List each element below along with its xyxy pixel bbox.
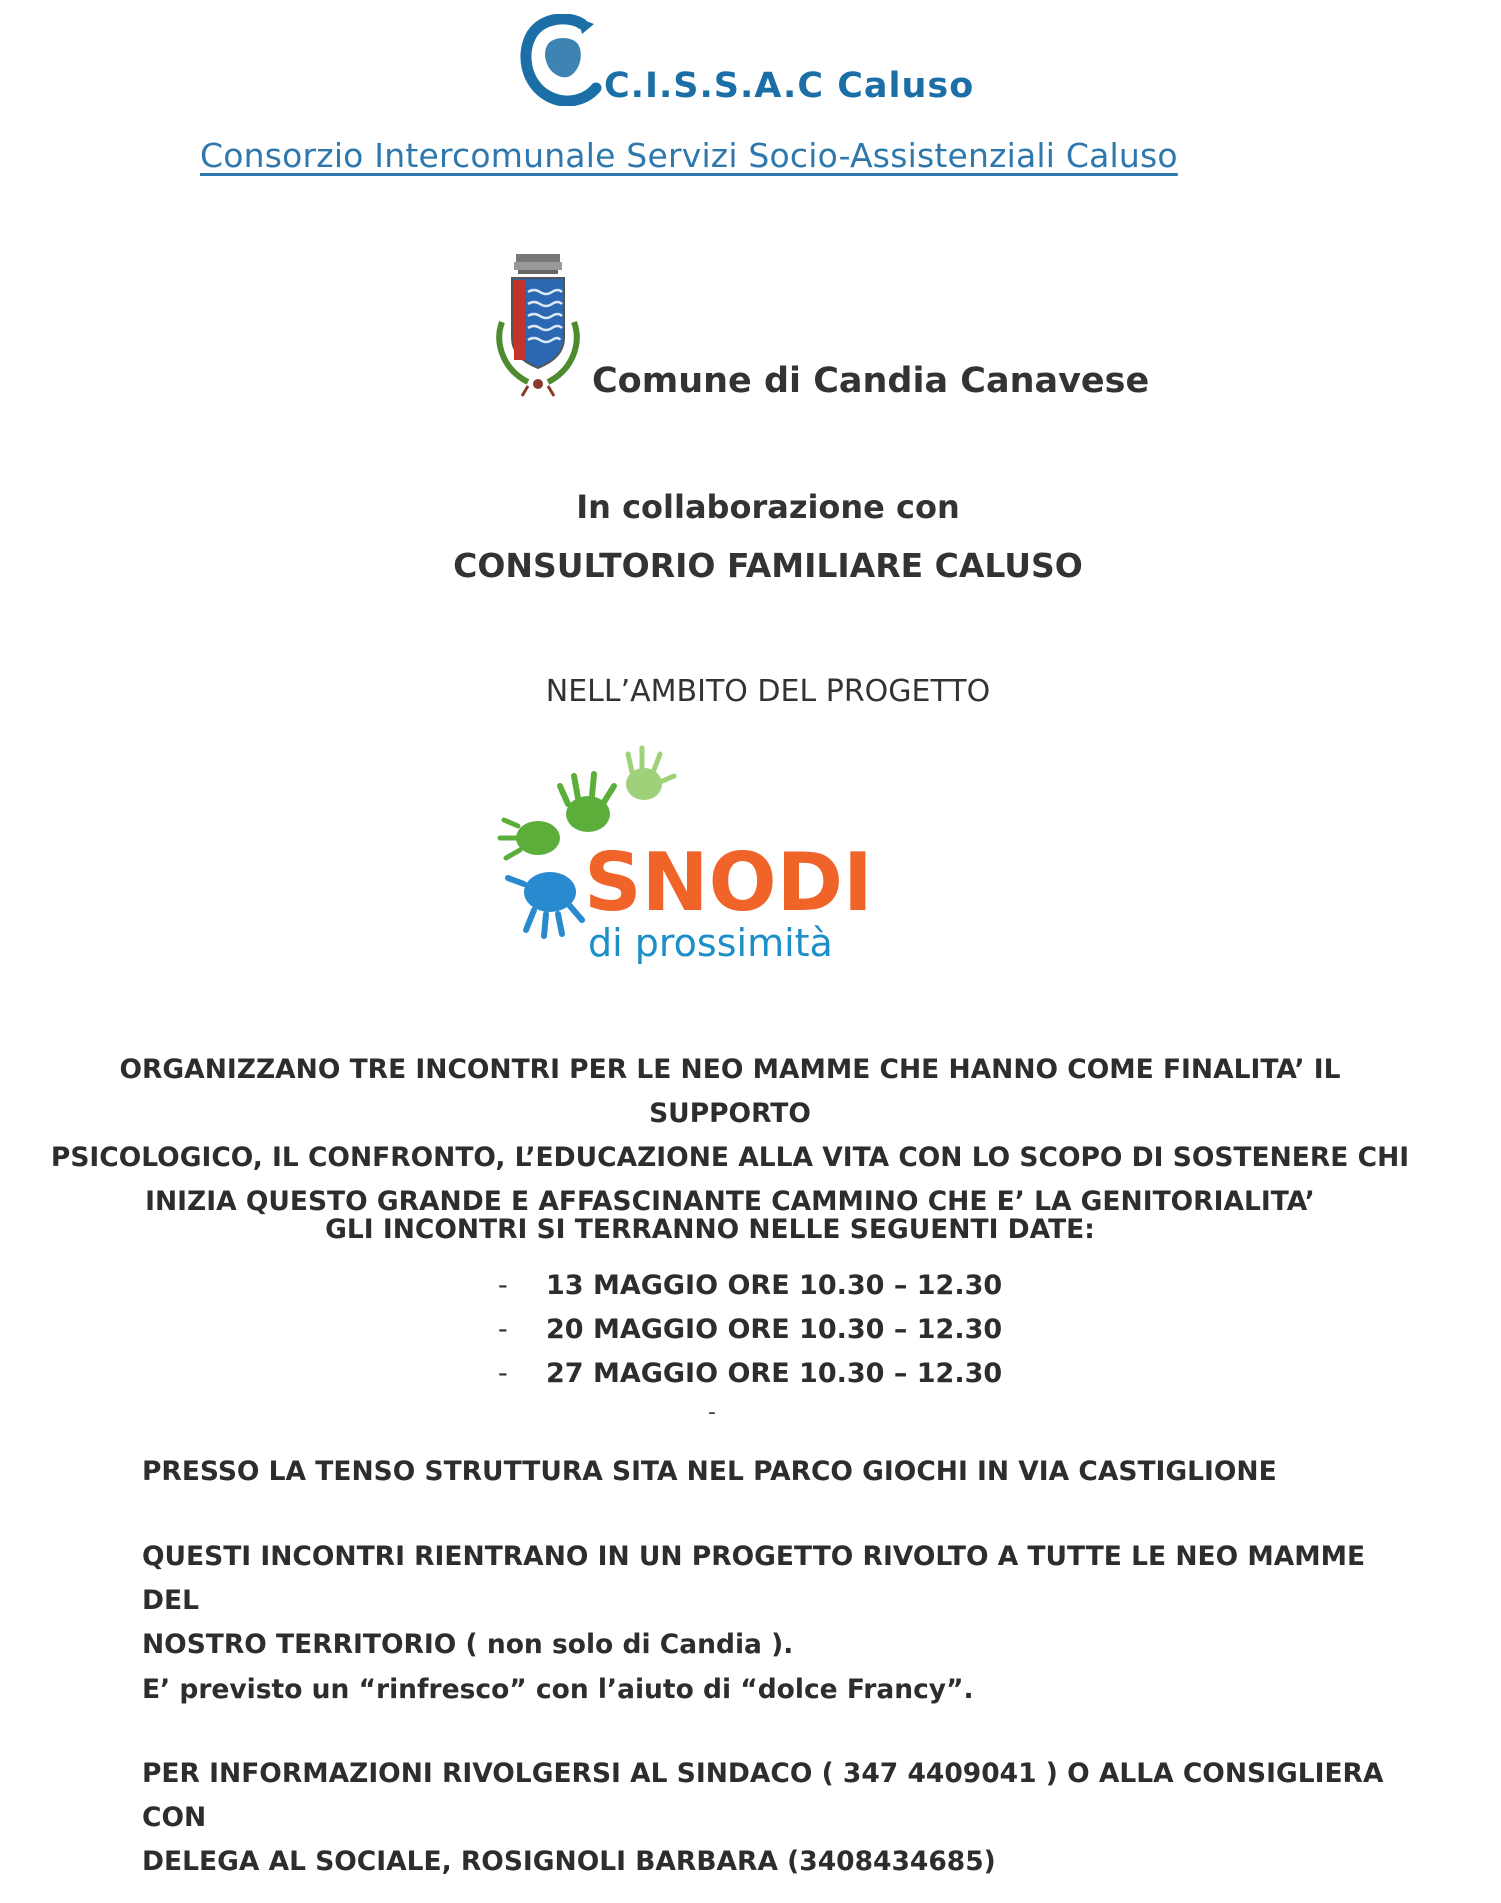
snodi-logo: [496, 742, 906, 974]
project-note-line: QUESTI INCONTRI RIENTRANO IN UN PROGETTO RIVOLTO A TUTTE LE NEO MAMME DEL: [142, 1541, 1366, 1616]
organize-paragraph: [40, 1048, 1420, 1224]
date-text: 27 MAGGIO ORE 10.30 – 12.30: [546, 1358, 1003, 1389]
info-line: DELEGA AL SOCIALE, ROSIGNOLI BARBARA (3408434685): [142, 1846, 996, 1877]
date-text: 13 MAGGIO ORE 10.30 – 12.30: [546, 1270, 1003, 1301]
date-item: [498, 1358, 1002, 1389]
dates-intro: GLI INCONTRI SI TERRANNO NELLE SEGUENTI DATE:: [325, 1214, 1095, 1245]
stray-dash: -: [708, 1400, 716, 1425]
light-green-hand-icon: [626, 748, 674, 800]
coat-of-arms-icon: [488, 252, 588, 398]
date-item: [498, 1314, 1002, 1345]
refreshment-text: E’ previsto un “rinfresco” con l’aiuto di “dolce Francy”.: [142, 1674, 974, 1705]
organize-line: ORGANIZZANO TRE INCONTRI PER LE NEO MAMME CHE HANNO COME FINALITA’ IL SUPPORTO: [119, 1054, 1341, 1129]
collaboration-intro: In collaborazione con: [576, 488, 960, 526]
date-text: 20 MAGGIO ORE 10.30 – 12.30: [546, 1314, 1003, 1345]
project-intro: NELL’AMBITO DEL PROGETTO: [545, 674, 991, 709]
comune-name: Comune di Candia Canavese: [592, 361, 1150, 401]
snodi-title: SNODI: [584, 836, 873, 929]
cissac-logo: [520, 14, 610, 106]
list-dash: -: [498, 1358, 508, 1389]
location-text: PRESSO LA TENSO STRUTTURA SITA NEL PARCO GIOCHI IN VIA CASTIGLIONE: [142, 1456, 1277, 1487]
org-full-name: Consorzio Intercomunale Servizi Socio-Assistenziali Caluso: [200, 136, 1178, 175]
green-hand-icon: [560, 774, 614, 832]
list-dash: -: [498, 1314, 508, 1345]
project-note-paragraph: [142, 1535, 1392, 1667]
org-short-name: C.I.S.S.A.C Caluso: [604, 66, 975, 106]
list-dash: -: [498, 1270, 508, 1301]
collaboration-partner: CONSULTORIO FAMILIARE CALUSO: [453, 546, 1083, 585]
date-item: [498, 1270, 1002, 1301]
blue-hand-icon: [508, 872, 582, 936]
snodi-subtitle: di prossimità: [588, 921, 833, 965]
project-note-line: NOSTRO TERRITORIO ( non solo di Candia ).: [142, 1629, 794, 1660]
left-green-hand-icon: [500, 820, 560, 858]
organize-line: PSICOLOGICO, IL CONFRONTO, L’EDUCAZIONE ALLA VITA CON LO SCOPO DI SOSTENERE CHI: [50, 1142, 1410, 1173]
info-paragraph: [142, 1752, 1392, 1884]
info-line: PER INFORMAZIONI RIVOLGERSI AL SINDACO ( 347 4409041 ) O ALLA CONSIGLIERA CON: [142, 1758, 1384, 1833]
organize-line: INIZIA QUESTO GRANDE E AFFASCINANTE CAMMINO CHE E’ LA GENITORIALITA’: [145, 1186, 1315, 1217]
